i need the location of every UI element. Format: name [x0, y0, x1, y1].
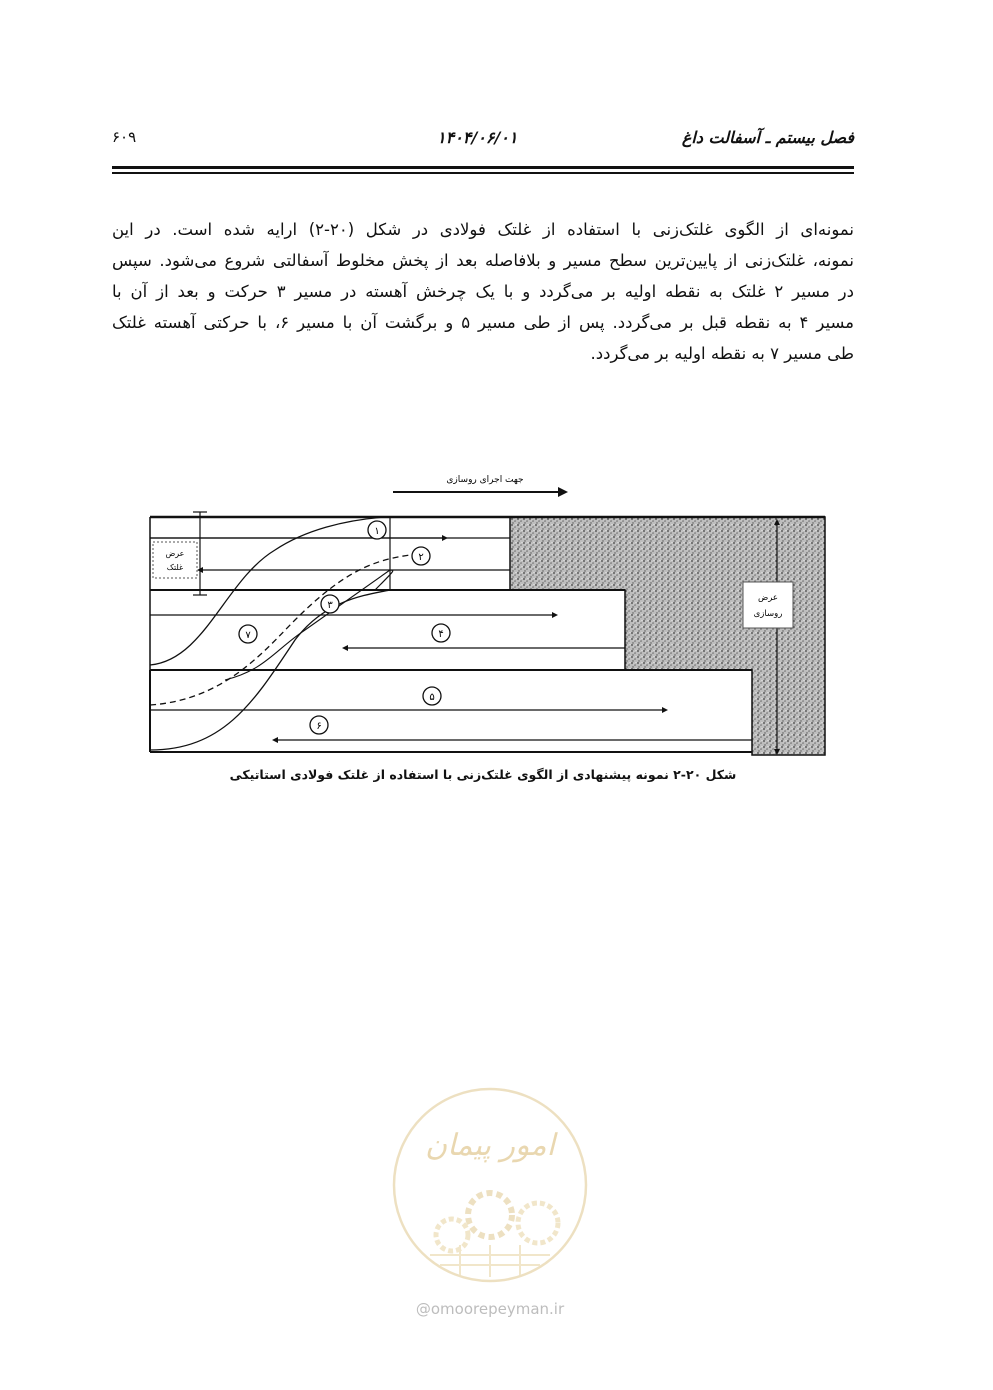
- chapter-title: فصل بیستم ـ آسفالت داغ: [681, 128, 854, 147]
- svg-text:۱: ۱: [374, 526, 380, 537]
- watermark-logo: [390, 1085, 590, 1285]
- path-label-6: [310, 716, 328, 734]
- path-label-5: [423, 687, 441, 705]
- path-label-1: [368, 521, 386, 539]
- paving-width-label-box: [743, 582, 793, 628]
- path-label-4: [432, 624, 450, 642]
- roller-width-label-box: [153, 542, 197, 578]
- header-rule-thick: [112, 166, 854, 169]
- body-paragraph: [112, 214, 854, 369]
- paving-width-label: عرض: [757, 593, 779, 603]
- svg-text:۳: ۳: [327, 600, 333, 611]
- paragraph-line: مسیر ۴ به نقطه قبل بر می‌گردد. پس از طی مسیر ۵ و برگشت آن با مسیر ۶، با حرکتی آهسته غلتک: [112, 313, 855, 332]
- direction-label: جهت اجرای روسازی: [446, 475, 524, 485]
- page-number: ۶۰۹: [112, 128, 137, 146]
- path-label-7: [239, 625, 257, 643]
- asphalt-area: [510, 517, 825, 755]
- paragraph-line: نمونه، غلتک‌زنی از پایین‌ترین سطح مسیر و بلافاصله بعد از پخش مخلوط آسفالتی شروع می‌شود. سپس: [112, 251, 854, 270]
- svg-text:۵: ۵: [429, 692, 435, 703]
- paving-width-label: روسازی: [753, 609, 783, 619]
- header-rule-thin: [112, 172, 854, 174]
- paragraph-line: در مسیر ۲ غلتک به نقطه اولیه بر می‌گردد و با یک چرخش آهسته در مسیر ۳ حرکت و بعد از آن با: [112, 282, 854, 301]
- rolling-pattern-figure: [145, 470, 827, 760]
- watermark-website: @omoorepeyman.ir: [415, 1300, 565, 1318]
- header-date: ۱۴۰۴/۰۶/۰۱: [437, 128, 518, 147]
- path-label-2: [412, 547, 430, 565]
- paragraph-line: نمونه‌ای از الگوی غلتک‌زنی با استفاده از غلتک فولادی در شکل (۲۰-۲) ارایه شده است. در این: [112, 220, 854, 239]
- path-label-3: [321, 595, 339, 613]
- paragraph-line: طی مسیر ۷ به نقطه اولیه بر می‌گردد.: [590, 344, 854, 363]
- page-header: [112, 128, 854, 152]
- svg-text:۷: ۷: [245, 630, 251, 641]
- svg-text:۲: ۲: [418, 552, 424, 563]
- svg-text:۶: ۶: [316, 721, 322, 732]
- roller-width-label: غلتک: [166, 563, 184, 572]
- svg-text:امور پیمان: امور پیمان: [425, 1128, 555, 1163]
- figure-caption: شکل ۲۰-۲ نمونه پیشنهادی از الگوی غلتک‌زنی با استفاده از غلتک فولادی استاتیکی: [229, 767, 737, 782]
- roller-width-label: عرض: [165, 549, 185, 558]
- svg-text:۴: ۴: [438, 629, 444, 640]
